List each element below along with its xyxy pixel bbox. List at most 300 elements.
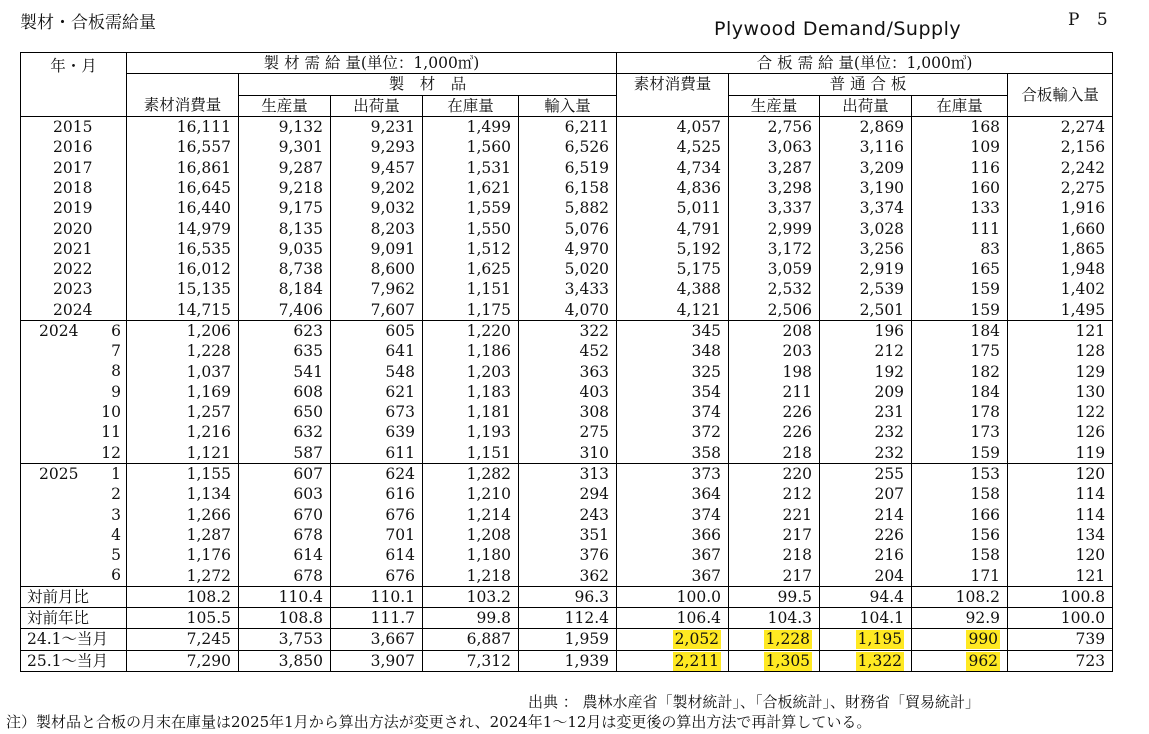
table-cell	[519, 137, 617, 157]
row-label-text: 2020	[53, 219, 93, 238]
cell-value: 126	[1075, 423, 1106, 442]
cell-value: 226	[782, 423, 813, 442]
table-cell	[729, 545, 820, 565]
table-cell	[127, 463, 239, 484]
cell-value: 603	[293, 485, 323, 504]
cell-value: 4,121	[676, 300, 722, 319]
table-row	[21, 320, 1113, 341]
table-cell	[729, 157, 820, 177]
table-cell	[331, 279, 423, 299]
table-cell	[127, 505, 239, 525]
cell-value: 7,962	[370, 280, 415, 299]
table-cell	[729, 218, 820, 238]
row-month: 8	[111, 362, 121, 381]
table-cell	[239, 525, 331, 545]
cell-value: 2,274	[1060, 118, 1106, 137]
row-label	[21, 650, 127, 671]
table-cell	[423, 545, 519, 565]
cell-value: 1,214	[466, 505, 511, 524]
table-cell	[331, 484, 423, 504]
row-year: 2024	[39, 321, 79, 340]
cell-value: 1,193	[466, 423, 511, 442]
cell-value: 4,791	[676, 219, 722, 238]
cell-value: 1,134	[186, 485, 231, 504]
table-cell	[617, 361, 729, 381]
table-cell	[912, 545, 1008, 565]
cell-value: 4,057	[676, 118, 722, 137]
cell-value: 7,245	[186, 630, 231, 649]
table-cell	[127, 198, 239, 218]
cell-value: 362	[579, 566, 610, 585]
cell-value: 14,715	[176, 300, 231, 319]
table-cell	[1008, 629, 1113, 650]
cell-value: 614	[293, 546, 323, 565]
table-cell	[239, 545, 331, 565]
table-cell	[331, 239, 423, 259]
table-cell	[729, 279, 820, 299]
table-cell	[423, 650, 519, 671]
table-cell	[331, 525, 423, 545]
cell-value: 1,169	[186, 382, 231, 401]
cell-value: 160	[970, 178, 1001, 197]
row-label	[21, 505, 127, 525]
table-cell	[239, 300, 331, 321]
cell-value: 4,388	[676, 280, 722, 299]
table-cell	[820, 300, 912, 321]
table-cell	[423, 198, 519, 218]
cell-value: 372	[691, 423, 722, 442]
table-cell	[423, 382, 519, 402]
cell-value: 616	[385, 485, 415, 504]
table-row	[21, 565, 1113, 586]
table-cell	[519, 402, 617, 422]
table-cell	[729, 300, 820, 321]
table-cell	[127, 443, 239, 464]
cell-value: 351	[579, 525, 610, 544]
table-cell	[1008, 137, 1113, 157]
row-label-text: 対前年比	[27, 609, 90, 628]
cell-value: 611	[385, 443, 415, 462]
row-label	[21, 463, 127, 484]
cell-value: 6,211	[564, 118, 610, 137]
cell-value: 5,175	[676, 260, 722, 279]
cell-value: 111.7	[370, 609, 415, 628]
cell-value: 7,290	[186, 651, 231, 670]
table-cell	[127, 279, 239, 299]
row-label	[21, 300, 127, 321]
table-cell	[1008, 218, 1113, 238]
table-row	[21, 484, 1113, 504]
cell-value: 673	[385, 403, 415, 422]
cell-value: 1,512	[466, 239, 511, 258]
table-cell	[1008, 484, 1113, 504]
table-row	[21, 178, 1113, 198]
table-cell	[820, 484, 912, 504]
cell-value: 1,402	[1060, 280, 1106, 299]
table-cell	[820, 608, 912, 629]
table-cell	[820, 157, 912, 177]
table-cell	[1008, 198, 1113, 218]
table-cell	[1008, 545, 1113, 565]
table-cell	[239, 505, 331, 525]
table-cell	[127, 650, 239, 671]
cell-value: 16,861	[176, 158, 231, 177]
cell-value: 621	[385, 382, 415, 401]
cell-value: 14,979	[176, 219, 231, 238]
table-cell	[519, 341, 617, 361]
table-cell	[519, 484, 617, 504]
cell-value: 217	[782, 525, 813, 544]
cell-value: 109	[970, 138, 1001, 157]
table-cell	[912, 279, 1008, 299]
cell-value: 587	[293, 443, 323, 462]
col-header-shipment: 出荷量	[331, 95, 423, 116]
row-label	[21, 545, 127, 565]
cell-value: 156	[970, 525, 1001, 544]
cell-value: 3,433	[564, 280, 610, 299]
row-label-text: 2021	[53, 239, 93, 258]
table-cell	[519, 443, 617, 464]
table-cell	[617, 198, 729, 218]
cell-value: 218	[782, 546, 813, 565]
cell-value: 1,550	[466, 219, 511, 238]
table-cell	[423, 525, 519, 545]
supply-demand-table	[20, 52, 1113, 672]
cell-value: 1,282	[466, 465, 511, 484]
table-cell	[519, 463, 617, 484]
col-header-plywood-import: 合板輸入量	[1008, 74, 1113, 117]
table-cell	[729, 361, 820, 381]
cell-value: 614	[385, 546, 415, 565]
table-cell	[912, 525, 1008, 545]
table-cell	[820, 402, 912, 422]
cell-value: 16,557	[176, 138, 231, 157]
table-cell	[423, 463, 519, 484]
cell-value: 1,175	[466, 300, 511, 319]
table-cell	[912, 402, 1008, 422]
table-cell	[519, 505, 617, 525]
cell-value: 203	[782, 342, 813, 361]
cell-value: 3,116	[859, 138, 905, 157]
table-cell	[519, 586, 617, 607]
cell-value: 108.8	[278, 609, 323, 628]
table-cell	[331, 382, 423, 402]
cell-value: 103.2	[466, 587, 511, 606]
table-row	[21, 422, 1113, 442]
table-row	[21, 137, 1113, 157]
row-label	[21, 239, 127, 259]
page-title: 製材・合板需給量	[20, 13, 156, 33]
table-cell	[729, 137, 820, 157]
table-cell	[239, 320, 331, 341]
table-cell	[239, 198, 331, 218]
table-cell	[331, 259, 423, 279]
cell-value: 1,180	[466, 546, 511, 565]
cell-value: 114	[1075, 485, 1106, 504]
table-cell	[912, 463, 1008, 484]
cell-value: 220	[782, 465, 813, 484]
table-row	[21, 443, 1113, 464]
cell-value: 1,208	[466, 525, 511, 544]
row-year: 2025	[39, 464, 79, 483]
table-cell	[617, 259, 729, 279]
table-row	[21, 650, 1113, 671]
table-cell	[331, 300, 423, 321]
table-row	[21, 259, 1113, 279]
cell-value: 9,287	[278, 158, 323, 177]
cell-value: 650	[293, 403, 323, 422]
table-cell	[1008, 463, 1113, 484]
table-cell	[423, 178, 519, 198]
table-cell	[617, 443, 729, 464]
page-number: P 5	[1068, 10, 1114, 30]
row-label	[21, 320, 127, 341]
cell-value: 116	[970, 158, 1001, 177]
table-cell	[331, 157, 423, 177]
cell-value: 452	[579, 342, 610, 361]
row-label	[21, 116, 127, 137]
cell-value: 1,176	[186, 546, 231, 565]
cell-value: 367	[691, 566, 722, 585]
cell-value: 100.0	[1060, 609, 1106, 628]
cell-value: 1,865	[1060, 239, 1106, 258]
table-row	[21, 545, 1113, 565]
table-cell	[617, 178, 729, 198]
table-cell	[331, 341, 423, 361]
table-cell	[239, 116, 331, 137]
table-cell	[423, 608, 519, 629]
table-cell	[617, 382, 729, 402]
table-cell	[239, 178, 331, 198]
cell-value: 358	[691, 443, 722, 462]
cell-value: 105.5	[186, 609, 231, 628]
table-cell	[820, 505, 912, 525]
table-cell	[912, 341, 1008, 361]
row-month: 6	[111, 566, 121, 585]
table-cell	[617, 608, 729, 629]
table-cell	[239, 361, 331, 381]
cell-value: 192	[874, 362, 905, 381]
cell-value: 354	[691, 382, 722, 401]
cell-value: 158	[970, 546, 1001, 565]
cell-value: 196	[874, 322, 905, 340]
table-row	[21, 505, 1113, 525]
table-row	[21, 382, 1113, 402]
table-cell	[1008, 361, 1113, 381]
col-header-production: 生産量	[239, 95, 331, 116]
cell-value: 2,532	[767, 280, 813, 299]
cell-value: 3,667	[370, 630, 415, 649]
cell-value: 1,560	[466, 138, 511, 157]
cell-value: 1,621	[466, 178, 511, 197]
cell-value: 211	[782, 382, 813, 401]
cell-value: 212	[782, 485, 813, 504]
col-header-plywood-log-consumption: 素材消費量	[617, 74, 729, 117]
table-cell	[519, 178, 617, 198]
cell-value: 739	[1075, 630, 1106, 649]
cell-value: 1,916	[1060, 199, 1106, 218]
table-cell	[912, 650, 1008, 671]
table-cell	[912, 565, 1008, 586]
table-cell	[331, 218, 423, 238]
table-cell	[519, 608, 617, 629]
cell-value: 2,539	[859, 280, 905, 299]
cell-value: 1,287	[186, 525, 231, 544]
cell-value: 212	[874, 342, 905, 361]
table-cell	[239, 629, 331, 650]
cell-value: 1,531	[466, 158, 511, 177]
table-cell	[912, 382, 1008, 402]
table-cell	[127, 382, 239, 402]
cell-value: 376	[579, 546, 610, 565]
table-cell	[820, 422, 912, 442]
table-cell	[1008, 650, 1113, 671]
cell-value: 1,195	[857, 630, 903, 649]
table-cell	[820, 239, 912, 259]
table-cell	[331, 443, 423, 464]
cell-value: 9,032	[370, 199, 415, 218]
table-row	[21, 239, 1113, 259]
cell-value: 1,495	[1060, 300, 1106, 319]
cell-value: 216	[874, 546, 905, 565]
cell-value: 373	[691, 465, 722, 484]
table-cell	[617, 525, 729, 545]
row-month: 5	[111, 546, 121, 565]
cell-value: 108.2	[955, 587, 1001, 606]
table-cell	[1008, 239, 1113, 259]
cell-value: 4,525	[676, 138, 722, 157]
table-cell	[331, 422, 423, 442]
table-cell	[127, 218, 239, 238]
row-label	[21, 484, 127, 504]
cell-value: 9,202	[370, 178, 415, 197]
table-cell	[912, 300, 1008, 321]
cell-value: 608	[293, 382, 323, 401]
cell-value: 3,059	[767, 260, 813, 279]
cell-value: 723	[1075, 651, 1106, 670]
row-month: 6	[111, 321, 121, 340]
cell-value: 4,836	[676, 178, 722, 197]
table-cell	[331, 505, 423, 525]
cell-value: 624	[385, 465, 415, 484]
table-cell	[1008, 300, 1113, 321]
cell-value: 8,600	[370, 260, 415, 279]
source-note: 出典 ： 農林水産省「製材統計」、「合板統計」、財務省「貿易統計」	[528, 693, 981, 711]
table-cell	[1008, 402, 1113, 422]
cell-value: 231	[874, 403, 905, 422]
group-header-lumber: 製 材 需 給 量(単位：1,000㎥)	[127, 53, 617, 74]
cell-value: 364	[691, 485, 722, 504]
cell-value: 159	[970, 443, 1001, 462]
table-cell	[423, 629, 519, 650]
table-cell	[423, 484, 519, 504]
cell-value: 403	[579, 382, 610, 401]
table-cell	[519, 239, 617, 259]
row-label	[21, 198, 127, 218]
table-cell	[239, 218, 331, 238]
cell-value: 198	[782, 362, 813, 381]
table-cell	[239, 402, 331, 422]
table-cell	[127, 178, 239, 198]
table-cell	[127, 137, 239, 157]
table-cell	[729, 608, 820, 629]
table-cell	[729, 402, 820, 422]
table-cell	[519, 218, 617, 238]
cell-value: 232	[874, 423, 905, 442]
cell-value: 3,063	[767, 138, 813, 157]
table-cell	[912, 116, 1008, 137]
table-cell	[617, 484, 729, 504]
table-cell	[912, 157, 1008, 177]
cell-value: 9,091	[370, 239, 415, 258]
table-cell	[519, 116, 617, 137]
cell-value: 121	[1075, 322, 1106, 340]
cell-value: 6,158	[564, 178, 610, 197]
cell-value: 159	[970, 300, 1001, 319]
table-cell	[127, 320, 239, 341]
cell-value: 1,660	[1060, 219, 1106, 238]
table-cell	[820, 361, 912, 381]
table-cell	[617, 463, 729, 484]
cell-value: 1,220	[466, 322, 511, 340]
table-cell	[820, 178, 912, 198]
cell-value: 5,882	[564, 199, 610, 218]
row-month: 4	[111, 525, 121, 544]
cell-value: 133	[970, 199, 1001, 218]
table-cell	[617, 629, 729, 650]
cell-value: 8,203	[370, 219, 415, 238]
table-cell	[239, 341, 331, 361]
table-cell	[127, 116, 239, 137]
table-cell	[617, 402, 729, 422]
table-cell	[617, 586, 729, 607]
cell-value: 548	[385, 362, 415, 381]
cell-value: 153	[970, 465, 1001, 484]
table-row	[21, 525, 1113, 545]
row-label	[21, 586, 127, 607]
table-cell	[1008, 157, 1113, 177]
cell-value: 129	[1075, 362, 1106, 381]
cell-value: 2,156	[1060, 138, 1106, 157]
cell-value: 2,242	[1060, 158, 1106, 177]
cell-value: 226	[874, 525, 905, 544]
table-cell	[820, 382, 912, 402]
table-cell	[912, 586, 1008, 607]
row-month: 11	[101, 423, 121, 442]
table-row	[21, 608, 1113, 629]
cell-value: 623	[293, 322, 323, 340]
table-cell	[127, 525, 239, 545]
table-cell	[331, 361, 423, 381]
table-cell	[820, 586, 912, 607]
cell-value: 2,211	[674, 651, 720, 670]
row-label	[21, 341, 127, 361]
table-cell	[1008, 443, 1113, 464]
cell-value: 1,181	[466, 403, 511, 422]
table-cell	[127, 341, 239, 361]
table-cell	[127, 402, 239, 422]
cell-value: 1,228	[765, 630, 811, 649]
table-row	[21, 279, 1113, 299]
footnote: 注）製材品と合板の月末在庫量は2025年1月から算出方法が変更され、2024年1～12月は変更後の算出方法で再計算している。	[6, 713, 872, 731]
table-cell	[729, 484, 820, 504]
cell-value: 9,035	[278, 239, 323, 258]
cell-value: 9,132	[278, 118, 323, 137]
cell-value: 94.4	[869, 587, 905, 606]
row-label-text: 2018	[53, 178, 93, 197]
row-label-text: 2016	[53, 138, 93, 157]
row-label	[21, 629, 127, 650]
